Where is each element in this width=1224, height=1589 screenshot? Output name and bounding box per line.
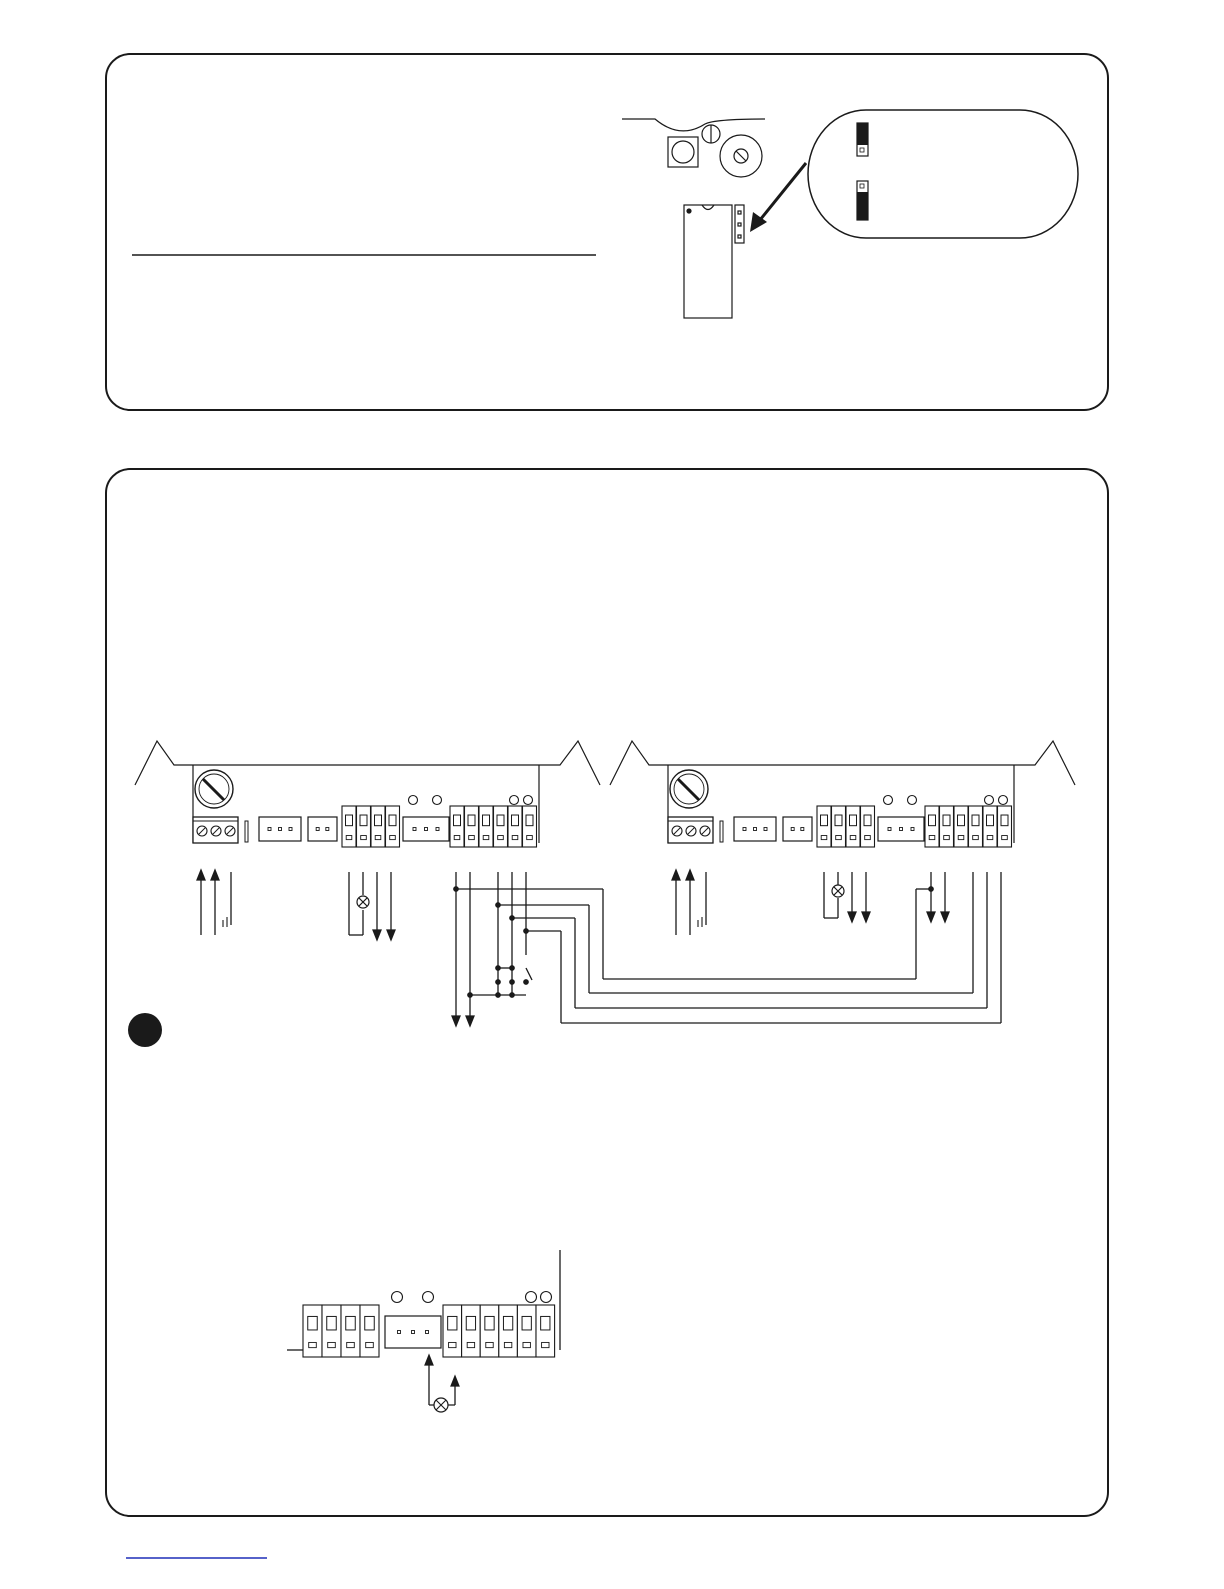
clamp-terminal [450,806,464,847]
ground-icon [698,917,702,927]
fuse-holder-icon [195,770,233,808]
clamp-terminal [462,1305,481,1357]
lamp-icon [434,1398,448,1412]
clamp-terminal [303,1305,322,1357]
clamp-terminal [341,1305,360,1357]
clamp-terminal [983,806,997,847]
arrowhead [466,1016,474,1026]
connector-2pin [783,817,812,841]
led-indicator [392,1292,403,1303]
led-indicator [409,796,418,805]
arrowhead [927,912,935,922]
junction-dot [510,980,514,984]
connector-3pin [259,817,301,841]
led-indicator [524,796,533,805]
led-indicator [510,796,519,805]
clamp-terminal [523,806,537,847]
filled-circle-marker [128,1013,162,1047]
clamp-terminal [998,806,1012,847]
board-detail-illustration [622,119,765,318]
clamp-terminal [969,806,983,847]
arrowhead [373,930,381,940]
lamp-icon [832,885,844,897]
chip-notch [702,205,714,210]
arrowhead [862,912,870,922]
arrowhead [425,1355,433,1365]
connector-3pin [403,817,449,841]
jumper-pin-3 [738,235,741,238]
clamp-terminal [861,806,875,847]
divider-mark [245,821,248,842]
clamp-terminal [480,1305,499,1357]
arrowhead [197,870,205,880]
clamp-terminal [360,1305,379,1357]
fuse-holder-icon [670,770,708,808]
board-edge-left [610,741,668,785]
junction-dot [524,980,528,984]
control-boards [135,741,1075,847]
terminal-detail [287,1250,560,1412]
led-indicator [985,796,994,805]
clamp-terminal [357,806,371,847]
clamp-terminal [536,1305,555,1357]
clamp-terminal [817,806,831,847]
connector-3pin [385,1316,441,1348]
arrowhead [686,870,694,880]
arrowhead [848,912,856,922]
clamp-terminal [386,806,400,847]
led-indicator [433,796,442,805]
led-indicator [999,796,1008,805]
junction-dot [510,993,514,997]
clamp-terminal [465,806,479,847]
clamp-terminal [846,806,860,847]
led-indicator [908,796,917,805]
junction-dot [496,903,500,907]
connector-3pin [734,817,776,841]
trimmer-pot-slot [736,151,746,161]
junction-dot [510,916,514,920]
arrowhead [672,870,680,880]
arrowhead [452,1016,460,1026]
clamp-terminal [443,1305,462,1357]
board-left [135,741,600,847]
clamp-terminal [322,1305,341,1357]
ground-icon [223,917,227,927]
junction-dot [468,993,472,997]
clamp-terminal [342,806,356,847]
led-indicator [541,1292,552,1303]
power-terminal-block [668,817,713,843]
board-edge-left [135,741,193,785]
lamp-icon [357,896,369,908]
junction-dot [496,993,500,997]
jumper-zoom-callout [808,110,1078,238]
junction-dot [496,980,500,984]
board-edge-right [539,741,600,785]
junction-dot [524,929,528,933]
clamp-terminal [508,806,522,847]
arrowhead [211,870,219,880]
arrowhead [387,930,395,940]
power-terminal-block [193,817,238,843]
led-indicator [526,1292,537,1303]
divider-mark [720,821,723,842]
flash-lamp-wiring [425,1355,459,1412]
chip-module [684,205,732,318]
switch-icon [526,968,532,980]
jumper-pin-1 [738,211,741,214]
led-indicator [884,796,893,805]
board-edge [622,119,765,131]
clamp-terminal [494,806,508,847]
clamp-terminal [832,806,846,847]
clamp-terminal [517,1305,536,1357]
led-indicator [423,1292,434,1303]
connector-3pin [878,817,924,841]
clamp-terminal [499,1305,518,1357]
clamp-terminal [371,806,385,847]
board-right [610,741,1075,847]
jumper-pin-2 [738,223,741,226]
relay-circle [672,141,694,163]
clamp-terminal [940,806,954,847]
arrowhead [451,1376,459,1386]
clamp-terminal [925,806,939,847]
arrowhead [941,912,949,922]
clamp-terminal [479,806,493,847]
connector-2pin [308,817,337,841]
zoom-arrow [750,163,806,232]
interconnection-wiring [197,870,1001,1026]
board-edge-right [1014,741,1075,785]
junction-dot [454,887,458,891]
chip-dot [687,209,691,213]
clamp-terminal [954,806,968,847]
